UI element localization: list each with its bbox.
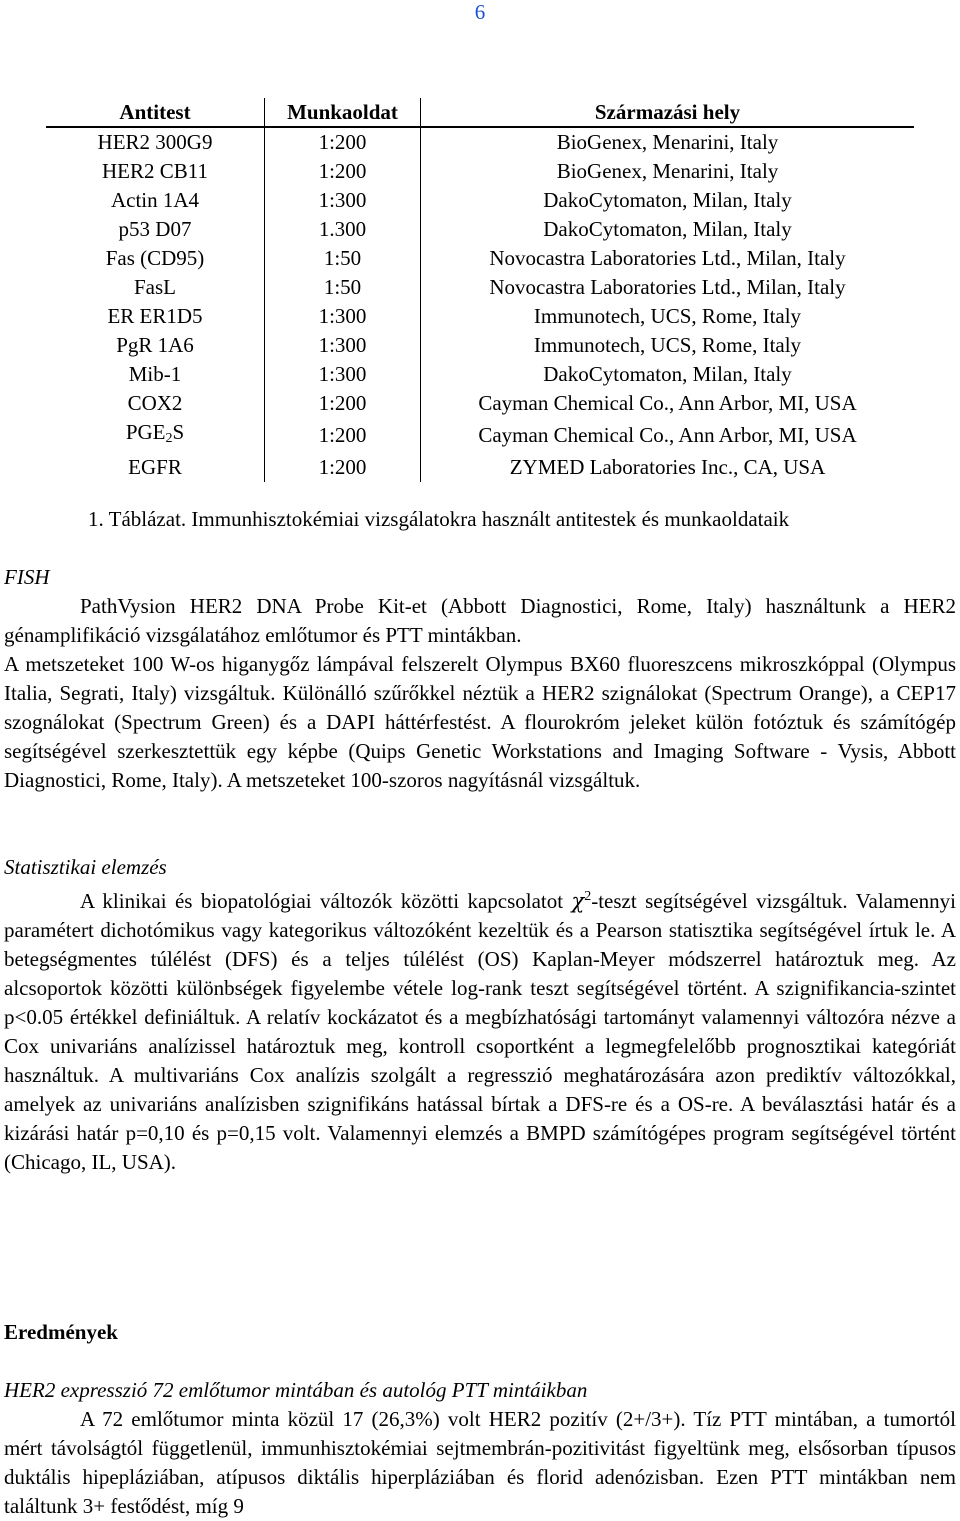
antibody-table [46, 98, 914, 482]
table-header-row [46, 98, 914, 127]
page-number: 6 [474, 0, 486, 24]
cell-dilution: 1:200 [265, 157, 421, 186]
cell-source: Immunotech, UCS, Rome, Italy [533, 304, 802, 328]
cell-antibody: Mib-1 [46, 360, 265, 389]
results-heading: Eredmények [4, 1320, 118, 1344]
chi-superscript: 2 [584, 889, 592, 904]
cell-source: Immunotech, UCS, Rome, Italy [533, 333, 802, 357]
cell-antibody: Fas (CD95) [46, 244, 265, 273]
table-row [46, 215, 914, 244]
antibody-subscript: 2 [165, 431, 173, 446]
cell-dilution: 1:300 [265, 360, 421, 389]
table-row [46, 360, 914, 389]
table-row [46, 273, 914, 302]
table-row [46, 418, 914, 453]
cell-antibody: FasL [46, 273, 265, 302]
antibody-suffix: S [172, 420, 185, 444]
cell-antibody: HER2 300G9 [46, 127, 265, 157]
cell-source: DakoCytomaton, Milan, Italy [543, 362, 792, 386]
cell-source: BioGenex, Menarini, Italy [556, 159, 779, 183]
table-caption: 1. Táblázat. Immunhisztokémiai vizsgálatokra használt antitestek és munkaoldataik [88, 507, 790, 531]
cell-dilution: 1:50 [265, 273, 421, 302]
header-source: Származási hely [594, 100, 741, 124]
cell-dilution: 1:50 [265, 244, 421, 273]
cell-antibody: EGFR [46, 453, 265, 482]
fish-paragraph: PathVysion HER2 DNA Probe Kit-et (Abbott Diagnostici, Rome, Italy) használtunk a HER2 génamplifikáció vizsgálatához emlőtumor és PTT mintákban. [4, 594, 956, 647]
table-row [46, 186, 914, 215]
fish-paragraph-2: A metszeteket 100 W-os higanygőz lámpával felszerelt Olympus BX60 fluoreszcens mikroszkóppal (Olympus Italia, Segrati, Italy) vizsgáltuk. Különálló szűrőkkel néztük a HER2 szignálokat (Spectrum Orange), a CEP17 szognálokat (Spectrum Green) és a DAPI háttérfestést. A flourokróm jeleket külön fotóztuk és számítógép segítségével szerkesztettük egy képbe (Quips Genetic Workstations and Imaging Software - Vysis, Abbott Diagnostici, Rome, Italy). A metszeteket 100-szoros nagyításnál vizsgáltuk. [4, 652, 956, 792]
cell-source: ZYMED Laboratories Inc., CA, USA [509, 455, 826, 479]
stats-text-before: A klinikai és biopatológiai változók közötti kapcsolatot [80, 889, 564, 913]
table-row [46, 127, 914, 157]
cell-dilution: 1:200 [265, 453, 421, 482]
cell-dilution: 1:300 [265, 302, 421, 331]
cell-dilution: 1:200 [265, 389, 421, 418]
cell-dilution: 1:300 [265, 186, 421, 215]
cell-source: Novocastra Laboratories Ltd., Milan, Italy [489, 275, 846, 299]
table-row [46, 389, 914, 418]
cell-antibody: HER2 CB11 [46, 157, 265, 186]
table-row [46, 244, 914, 273]
stats-heading: Statisztikai elemzés [4, 855, 167, 879]
table-row [46, 453, 914, 482]
cell-source: Cayman Chemical Co., Ann Arbor, MI, USA [478, 391, 857, 415]
results-subheading: HER2 expresszió 72 emlőtumor mintában és autológ PTT mintáikban [4, 1378, 588, 1402]
cell-source: Novocastra Laboratories Ltd., Milan, Italy [489, 246, 846, 270]
cell-antibody: ER ER1D5 [46, 302, 265, 331]
cell-dilution: 1:200 [265, 127, 421, 157]
cell-antibody: COX2 [46, 389, 265, 418]
fish-heading: FISH [4, 565, 50, 589]
cell-source: DakoCytomaton, Milan, Italy [543, 188, 792, 212]
cell-dilution: 1:200 [265, 418, 421, 453]
cell-source: Cayman Chemical Co., Ann Arbor, MI, USA [478, 423, 857, 447]
cell-antibody [46, 418, 265, 453]
cell-antibody: PgR 1A6 [46, 331, 265, 360]
results-paragraph: A 72 emlőtumor minta közül 17 (26,3%) volt HER2 pozitív (2+/3+). Tíz PTT mintában, a tumortól mért távolságtól függetlenül, immunhisztokémiai sejtmembrán-pozitivitást figyeltünk meg, elsősorban típusos duktális hipepláziában, atípusos diktális hiperpláziában és florid adenózisban. Ezen PTT mintákban nem találtunk 3+ festődést, míg 9 [4, 1407, 956, 1518]
stats-text-after: -teszt segítségével vizsgáltuk. Valamennyi paramétert dichotómikus vagy kategorikus változóként kezeltük és a Pearson statisztika segítségével írtuk le. A betegségmentes túlélést (DFS) és a teljes túlélést (OS) Kaplan-Meyer módszerrel határoztuk meg. Az alcsoportok közötti különbségek figyelembe vétele log-rank teszt segítségével történt. A szignifikancia-szintet p<0.05 értékkel definiáltuk. A relatív kockázatot és a megbízhatósági tartományt valamennyi változóra nézve a Cox univariáns analízissel határoztuk meg, kontroll csoportként a legmegfelelőbb prognosztikai kategóriát használtuk. A multivariáns Cox analízis szolgált a regresszió meghatározására azon prediktív változókkal, amelyek az univariáns analízisben szignifikáns hatással bírtak a DFS-re és a OS-re. A beválasztási határ és a kizárási határ p=0,10 és p=0,15 volt. Valamennyi elemzés a BMPD számítógépes program segítségével történt (Chicago, IL, USA). [4, 889, 956, 1174]
cell-antibody: Actin 1A4 [46, 186, 265, 215]
table-row [46, 331, 914, 360]
cell-dilution: 1.300 [265, 215, 421, 244]
stats-paragraph [4, 882, 956, 1177]
cell-antibody: p53 D07 [46, 215, 265, 244]
header-antibody: Antitest [46, 98, 265, 127]
table-row [46, 157, 914, 186]
chi-symbol: χ [571, 889, 585, 913]
table-row [46, 302, 914, 331]
header-dilution: Munkaoldat [265, 98, 421, 127]
cell-dilution: 1:300 [265, 331, 421, 360]
cell-source: DakoCytomaton, Milan, Italy [543, 217, 792, 241]
antibody-prefix: PGE [125, 420, 166, 444]
cell-source: BioGenex, Menarini, Italy [556, 130, 779, 154]
